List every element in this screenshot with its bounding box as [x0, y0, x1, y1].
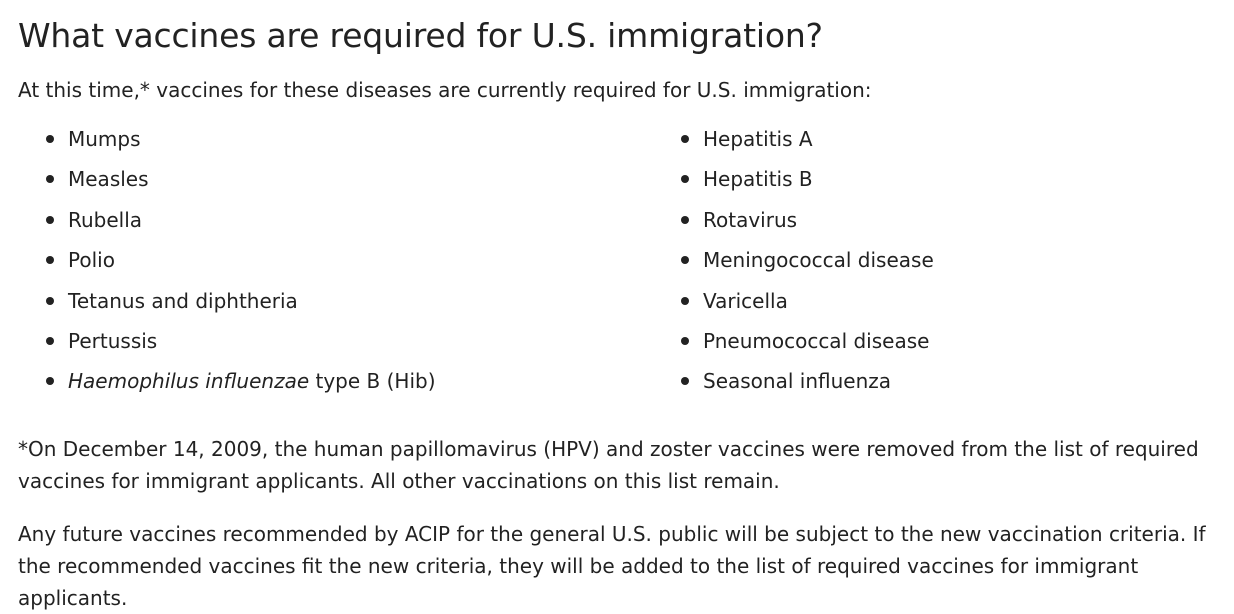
page-title: What vaccines are required for U.S. immigration?	[18, 16, 823, 55]
list-item: Pertussis	[68, 326, 436, 356]
future-vaccines-text: Any future vaccines recommended by ACIP for the general U.S. public will be subject to the new vaccination criteria. If the recommended vaccines fit the new criteria, they will be added to the list of required vaccines for immigrant applicants.	[18, 522, 1206, 610]
bullet-icon	[681, 337, 689, 345]
footnote-text: *On December 14, 2009, the human papillomavirus (HPV) and zoster vaccines were removed from the list of required vaccines for immigrant applicants. All other vaccinations on this list remain.	[18, 437, 1199, 493]
bullet-icon	[46, 216, 54, 224]
list-item: Tetanus and diphtheria	[68, 286, 436, 316]
list-item: Rotavirus	[703, 205, 934, 235]
list-item: Polio	[68, 245, 436, 275]
bullet-icon	[681, 216, 689, 224]
bullet-icon	[46, 297, 54, 305]
list-item: Mumps	[68, 124, 436, 154]
bullet-icon	[681, 135, 689, 143]
list-item: Meningococcal disease	[703, 245, 934, 275]
bullet-icon	[46, 175, 54, 183]
list-item: Seasonal influenza	[703, 366, 934, 396]
bullet-icon	[46, 135, 54, 143]
list-item: Hepatitis B	[703, 164, 934, 194]
bullet-icon	[46, 377, 54, 385]
bullet-icon	[681, 175, 689, 183]
italic-species-name: Haemophilus influenzae	[68, 369, 310, 394]
list-item: Measles	[68, 164, 436, 194]
bullet-icon	[681, 377, 689, 385]
list-item: Varicella	[703, 286, 934, 316]
intro-text: At this time,* vaccines for these diseases are currently required for U.S. immigration:	[18, 78, 872, 102]
vaccine-list-left	[68, 124, 436, 407]
bullet-icon	[46, 337, 54, 345]
bullet-icon	[46, 256, 54, 264]
list-item: Rubella	[68, 205, 436, 235]
list-item: Pneumococcal disease	[703, 326, 934, 356]
list-item: Hepatitis A	[703, 124, 934, 154]
bullet-icon	[681, 297, 689, 305]
vaccine-list-right	[703, 124, 934, 407]
list-item: Haemophilus influenzae type B (Hib)	[68, 366, 436, 396]
bullet-icon	[681, 256, 689, 264]
